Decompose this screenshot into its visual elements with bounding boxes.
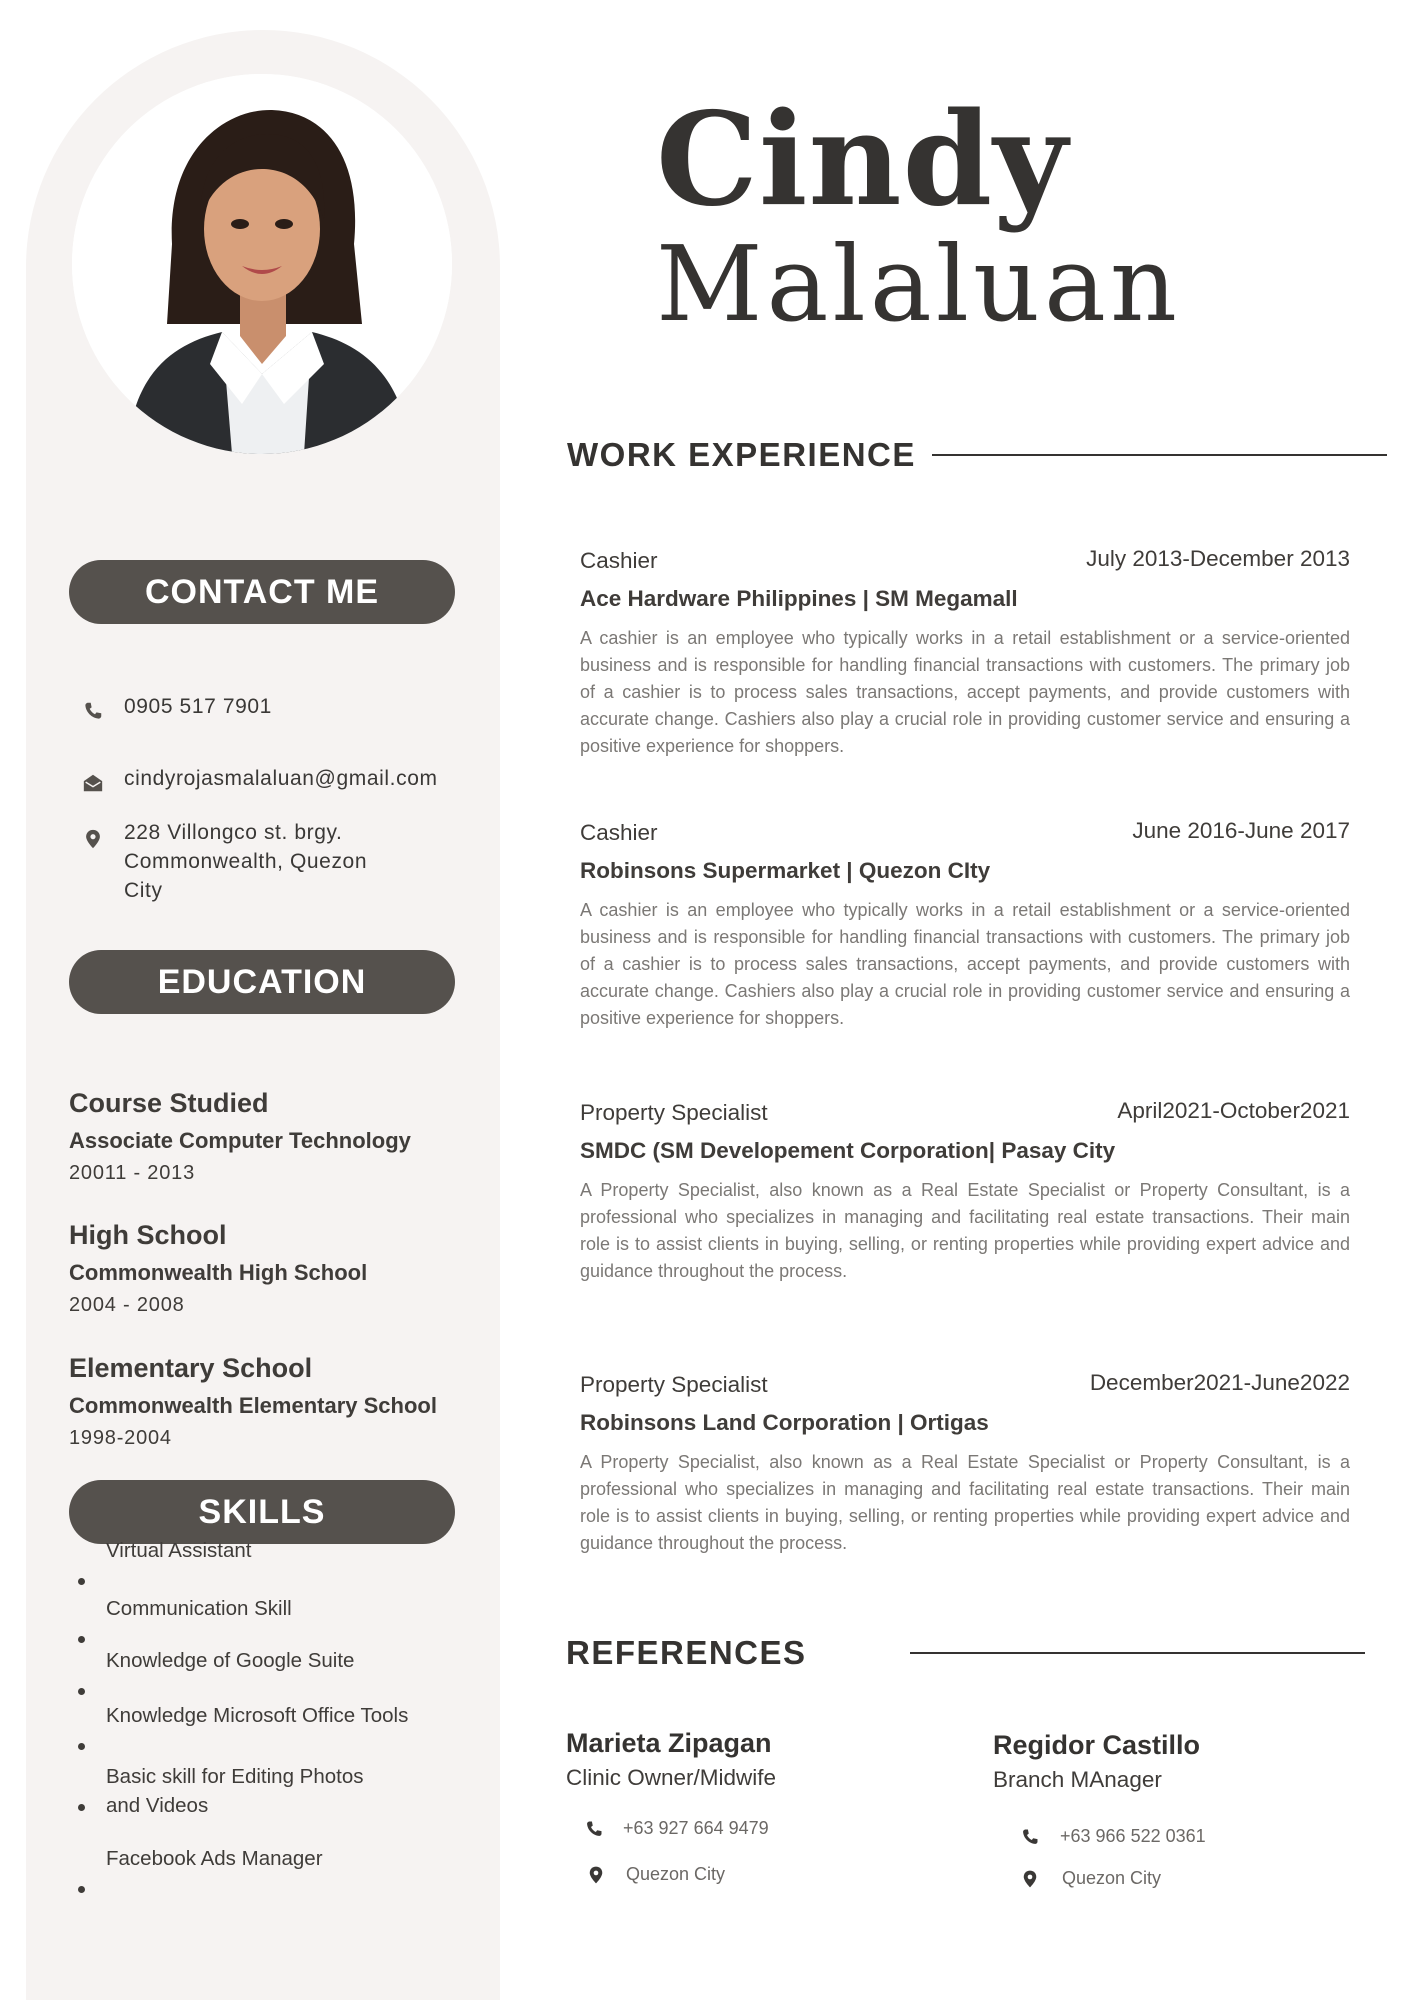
- work-experience-heading: WORK EXPERIENCE: [567, 436, 916, 473]
- address-line: 228 Villongco st. brgy.: [124, 821, 343, 844]
- reference-role: Branch MAnager: [993, 1767, 1162, 1792]
- job-company: SMDC (SM Developement Corporation| Pasay City: [580, 1138, 1116, 1163]
- contact-address: [124, 818, 367, 905]
- skill-item: Knowledge of Google Suite: [106, 1649, 355, 1672]
- reference-location: Quezon City: [626, 1864, 726, 1884]
- job-company: Ace Hardware Philippines | SM Megamall: [580, 586, 1018, 611]
- bullet: [78, 1578, 85, 1585]
- reference-name: Regidor Castillo: [993, 1730, 1201, 1760]
- education-heading: EDUCATION: [69, 950, 455, 1014]
- contact-heading: CONTACT ME: [69, 560, 455, 624]
- job-description: A cashier is an employee who typically works in a retail establishment or a service-oriented business and is responsible for handling financial transactions with customers. The primary job of a cashier is to process sales transactions, accept payments, and provide customers with accurate change. Cashiers also play a crucial role in providing customer service and ensuring a positive experience for shoppers.: [580, 628, 1350, 756]
- profile-photo: [72, 74, 452, 454]
- job-role: Cashier: [580, 820, 658, 845]
- section-divider: [910, 1652, 1365, 1654]
- address-line: Commonwealth, Quezon: [124, 850, 368, 873]
- envelope-open-icon: [82, 772, 104, 794]
- bullet: [78, 1886, 85, 1893]
- education-level: Course Studied: [69, 1088, 269, 1118]
- job-dates: June 2016-June 2017: [1132, 818, 1350, 843]
- education-years: 2004 - 2008: [69, 1294, 185, 1316]
- education-school: Commonwealth Elementary School: [69, 1393, 437, 1418]
- education-school: Commonwealth High School: [69, 1260, 368, 1285]
- last-name: Malaluan: [656, 223, 1181, 345]
- phone-icon: [584, 1818, 604, 1840]
- address-line: City: [124, 879, 163, 902]
- bullet: [78, 1804, 85, 1811]
- bullet: [78, 1636, 85, 1643]
- skill-item: [106, 1762, 364, 1820]
- job-role: Property Specialist: [580, 1100, 768, 1125]
- education-years: 1998-2004: [69, 1427, 172, 1449]
- reference-location: Quezon City: [1062, 1868, 1162, 1888]
- job-description: A Property Specialist, also known as a Real Estate Specialist or Property Consultant, is a professional who specializes in managing and facilitating real estate transactions. Their main role is to assist clients in buying, selling, or renting properties while providing expert advice and guidance throughout the process.: [580, 1452, 1350, 1553]
- profile-photo-illustration: [72, 74, 452, 454]
- job-company: Robinsons Land Corporation | Ortigas: [580, 1410, 989, 1435]
- job-dates: December2021-June2022: [1089, 1370, 1350, 1395]
- reference-name: Marieta Zipagan: [566, 1728, 772, 1758]
- reference-phone: +63 927 664 9479: [623, 1818, 769, 1838]
- skill-item: Communication Skill: [106, 1597, 292, 1620]
- job-description: A Property Specialist, also known as a Real Estate Specialist or Property Consultant, is a professional who specializes in managing and facilitating real estate transactions. Their main role is to assist clients in buying, selling, or renting properties while providing expert advice and guidance throughout the process.: [580, 1180, 1350, 1281]
- first-name: Cindy: [656, 85, 1069, 235]
- reference-card: [566, 1728, 776, 1791]
- job-dates: July 2013-December 2013: [1086, 546, 1350, 571]
- reference-phone: +63 966 522 0361: [1060, 1826, 1206, 1846]
- skill-line: and Videos: [106, 1794, 209, 1817]
- section-divider: [932, 454, 1387, 456]
- education-level: High School: [69, 1220, 227, 1250]
- skill-item: Facebook Ads Manager: [106, 1847, 323, 1870]
- phone-icon: [82, 700, 104, 722]
- skill-item: Knowledge Microsoft Office Tools: [106, 1704, 409, 1727]
- reference-card: [993, 1730, 1200, 1793]
- location-pin-icon: [586, 1864, 606, 1886]
- job-company: Robinsons Supermarket | Quezon CIty: [580, 858, 991, 883]
- reference-role: Clinic Owner/Midwife: [566, 1765, 777, 1790]
- bullet: [78, 1743, 85, 1750]
- references-heading: REFERENCES: [566, 1634, 807, 1671]
- location-pin-icon: [82, 828, 104, 850]
- education-school: Associate Computer Technology: [69, 1128, 411, 1153]
- location-pin-icon: [1020, 1868, 1040, 1890]
- contact-phone: 0905 517 7901: [124, 695, 272, 718]
- bullet: [78, 1688, 85, 1695]
- skills-heading: SKILLS: [69, 1480, 455, 1544]
- skill-item: Virtual Assistant: [106, 1539, 252, 1562]
- job-description: A cashier is an employee who typically works in a retail establishment or a service-oriented business and is responsible for handling financial transactions with customers. The primary job of a cashier is to process sales transactions, accept payments, and provide customers with accurate change. Cashiers also play a crucial role in providing customer service and ensuring a positive experience for shoppers.: [580, 900, 1350, 1028]
- phone-icon: [1020, 1826, 1040, 1848]
- skill-line: Basic skill for Editing Photos: [106, 1765, 364, 1788]
- education-years: 20011 - 2013: [69, 1162, 195, 1184]
- job-dates: April2021-October2021: [1117, 1098, 1350, 1123]
- education-level: Elementary School: [69, 1353, 313, 1383]
- job-role: Property Specialist: [580, 1372, 768, 1397]
- job-role: Cashier: [580, 548, 658, 573]
- contact-email: cindyrojasmalaluan@gmail.com: [124, 767, 438, 790]
